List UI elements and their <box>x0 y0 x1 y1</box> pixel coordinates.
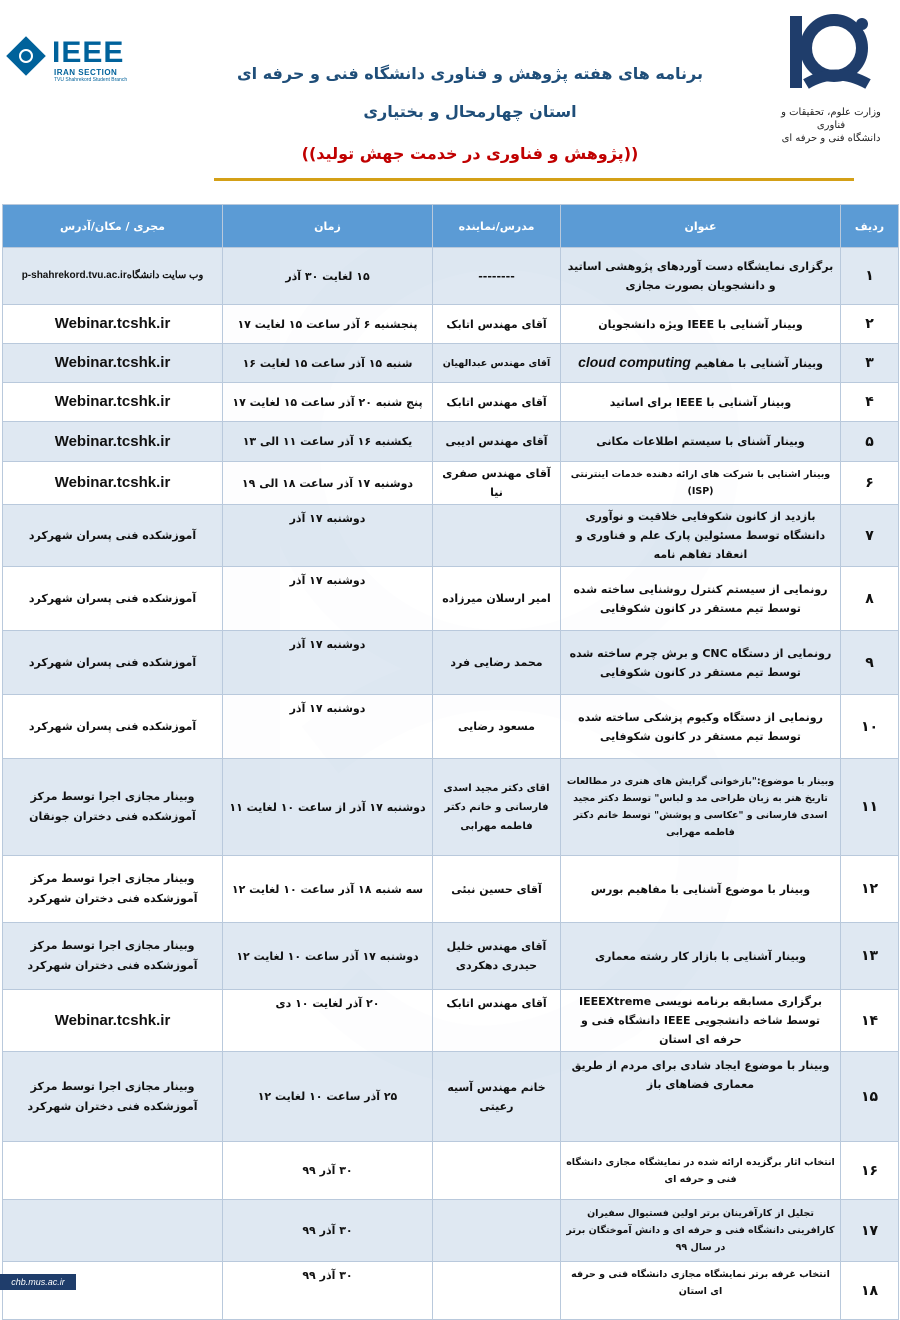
row-time: دوشنبه ۱۷ آذر <box>223 505 433 567</box>
table-row <box>3 990 899 1052</box>
row-title: وبینار آشنایی با IEEE ویژه دانشجویان <box>561 305 841 344</box>
row-no: ۱۳ <box>841 923 899 990</box>
header-title: عنوان <box>561 205 841 248</box>
row-time: دوشنبه ۱۷ آذر از ساعت ۱۰ لغایت ۱۱ <box>223 759 433 856</box>
row-title: وبینار با موضوع ایجاد شادی برای مردم از طریق معماری فضاهای باز <box>561 1052 841 1142</box>
table-row <box>3 383 899 422</box>
row-no: ۱۸ <box>841 1262 899 1320</box>
ministry-text <box>776 106 886 145</box>
row-venue: وبینار مجازی اجرا توسط مرکز آموزشکده فنی دختران شهرکرد <box>3 1052 223 1142</box>
row-title: وبینار اشنایی با شرکت های ارائه دهنده خدمات اینترنتی (ISP) <box>561 462 841 505</box>
row-title: برگزاری نمایشگاه دست آوردهای پژوهشی اساتید و دانشجویان بصورت مجازی <box>561 248 841 305</box>
row-teacher: خانم مهندس آسیه رعیتی <box>433 1052 561 1142</box>
row-title <box>561 344 841 383</box>
table-row <box>3 631 899 695</box>
row-title: بازدید از کانون شکوفایی خلاقیت و نوآوری دانشگاه توسط مسئولین پارک علم و فناوری و انعقاد تفاهم نامه <box>561 505 841 567</box>
table-row <box>3 759 899 856</box>
table-row <box>3 422 899 462</box>
row-teacher: محمد رضایی فرد <box>433 631 561 695</box>
table-row <box>3 505 899 567</box>
program-table <box>2 204 899 1320</box>
row-no: ۱۲ <box>841 856 899 923</box>
row-venue <box>3 1200 223 1262</box>
row-teacher: آقای مهندس اتابک <box>433 305 561 344</box>
row-time: دوشنبه ۱۷ آذر ساعت ۱۸ الی ۱۹ <box>223 462 433 505</box>
row-time: ۲۵ آذر ساعت ۱۰ لغایت ۱۲ <box>223 1052 433 1142</box>
row-title: وبینار با موضوع آشنایی با مفاهیم بورس <box>561 856 841 923</box>
title-divider <box>214 178 854 181</box>
row-title: تجلیل از کارآفرینان برتر اولین فستیوال سفیران کارافرینی دانشگاه فنی و حرفه ای و دانش آموختگان برتر در سال ۹۹ <box>561 1200 841 1262</box>
row-title: انتخاب غرفه برتر نمایشگاه مجازی دانشگاه فنی و حرفه ای استان <box>561 1262 841 1320</box>
row-no: ۶ <box>841 462 899 505</box>
row-time: یکشنبه ۱۶ آذر ساعت ۱۱ الی ۱۳ <box>223 422 433 462</box>
row-teacher: آقای مهندس اتابک <box>433 990 561 1052</box>
row-venue: وبینار مجازی اجرا توسط مرکز آموزشکده فنی دختران جونقان <box>3 759 223 856</box>
row-time: دوشنبه ۱۷ آذر <box>223 567 433 631</box>
row-venue <box>3 1262 223 1320</box>
row-venue <box>3 1142 223 1200</box>
row-no: ۱۷ <box>841 1200 899 1262</box>
row-title: وبینار آشنایی با بازار کار رشته معماری <box>561 923 841 990</box>
row-venue: Webinar.tcshk.ir <box>3 422 223 462</box>
row-time: ۳۰ آذر ۹۹ <box>223 1142 433 1200</box>
row-teacher: امیر ارسلان میرزاده <box>433 567 561 631</box>
row-teacher: -------- <box>433 248 561 305</box>
row-time: سه شنبه ۱۸ آذر ساعت ۱۰ لغایت ۱۲ <box>223 856 433 923</box>
row-no: ۱ <box>841 248 899 305</box>
ieee-logo <box>8 36 138 84</box>
table-row <box>3 1052 899 1142</box>
table-row <box>3 248 899 305</box>
ieee-word: IEEE <box>52 36 125 69</box>
row-venue: آموزشکده فنی پسران شهرکرد <box>3 505 223 567</box>
page-subtitle: استان چهارمحال و بختیاری <box>363 102 577 121</box>
row-teacher: آقای مهندس ادیبی <box>433 422 561 462</box>
row-no: ۱۶ <box>841 1142 899 1200</box>
row-time: دوشنبه ۱۷ آذر ساعت ۱۰ لغایت ۱۲ <box>223 923 433 990</box>
ministry-line-2: دانشگاه فنی و حرفه ای <box>781 133 881 144</box>
row-title: وبینار آشنای با سیستم اطلاعات مکانی <box>561 422 841 462</box>
row-title: رونمایی از دستگاه CNC و برش چرم ساخته شده توسط تیم مستقر در کانون شکوفایی <box>561 631 841 695</box>
row-no: ۲ <box>841 305 899 344</box>
table-row <box>3 344 899 383</box>
row-teacher <box>433 1200 561 1262</box>
table-row <box>3 305 899 344</box>
row-venue: وب سایت دانشگاهp-shahrekord.tvu.ac.ir <box>3 248 223 305</box>
row-title-text: وبینار آشنایی با مفاهیم <box>694 357 823 370</box>
ieee-section: IRAN SECTION <box>54 68 118 77</box>
table-row <box>3 1200 899 1262</box>
header-venue: مجری / مکان/آدرس <box>3 205 223 248</box>
row-no: ۴ <box>841 383 899 422</box>
table-row <box>3 462 899 505</box>
row-venue: Webinar.tcshk.ir <box>3 990 223 1052</box>
row-time: دوشنبه ۱۷ آذر <box>223 631 433 695</box>
row-time: ۳۰ آذر ۹۹ <box>223 1200 433 1262</box>
table-row <box>3 1142 899 1200</box>
header-teacher: مدرس/نماینده <box>433 205 561 248</box>
row-no: ۸ <box>841 567 899 631</box>
page-title: برنامه های هفته پژوهش و فناوری دانشگاه فنی و حرفه ای <box>237 64 703 83</box>
row-title: انتخاب اثار برگزیده ارائه شده در نمایشگاه مجازی دانشگاه فنی و حرفه ای <box>561 1142 841 1200</box>
row-title: برگزاری مسابقه برنامه نویسی IEEEXtreme توسط شاخه دانشجویی IEEE دانشگاه فنی و حرفه ای استان <box>561 990 841 1052</box>
table-row <box>3 923 899 990</box>
row-teacher: آقای مهندس صفری نیا <box>433 462 561 505</box>
table-row <box>3 1262 899 1320</box>
row-teacher <box>433 1262 561 1320</box>
table-row <box>3 695 899 759</box>
row-title-cloud: cloud computing <box>578 354 691 370</box>
row-no: ۱۰ <box>841 695 899 759</box>
row-title: رونمایی از سیستم کنترل روشنایی ساخته شده توسط تیم مستقر در کانون شکوفایی <box>561 567 841 631</box>
row-time: پنج شنبه ۲۰ آذر ساعت ۱۵ لغایت ۱۷ <box>223 383 433 422</box>
row-venue: وبینار مجازی اجرا توسط مرکز آموزشکده فنی دختران شهرکرد <box>3 856 223 923</box>
table-row <box>3 567 899 631</box>
slogan: ((پژوهش و فناوری در خدمت جهش تولید)) <box>301 144 639 163</box>
row-teacher: آقای مهندس اتابک <box>433 383 561 422</box>
row-no: ۱۴ <box>841 990 899 1052</box>
row-teacher: مسعود رضایی <box>433 695 561 759</box>
row-no: ۹ <box>841 631 899 695</box>
row-venue: Webinar.tcshk.ir <box>3 344 223 383</box>
ieee-ring-icon <box>19 49 33 63</box>
row-teacher: آقای حسین نبئی <box>433 856 561 923</box>
row-time: دوشنبه ۱۷ آذر <box>223 695 433 759</box>
row-venue: Webinar.tcshk.ir <box>3 462 223 505</box>
table-header-row <box>3 205 899 248</box>
source-tag: chb.mus.ac.ir <box>0 1274 76 1290</box>
row-venue: Webinar.tcshk.ir <box>3 383 223 422</box>
row-no: ۳ <box>841 344 899 383</box>
row-time: پنجشنبه ۶ آذر ساعت ۱۵ لغایت ۱۷ <box>223 305 433 344</box>
row-time: شنبه ۱۵ آذر ساعت ۱۵ لغایت ۱۶ <box>223 344 433 383</box>
row-teacher <box>433 1142 561 1200</box>
row-no: ۱۵ <box>841 1052 899 1142</box>
row-time: ۱۵ لغایت ۳۰ آذر <box>223 248 433 305</box>
row-venue: آموزشکده فنی پسران شهرکرد <box>3 567 223 631</box>
ministry-line-1: وزارت علوم، تحقیقات و فناوری <box>781 107 881 131</box>
row-venue: Webinar.tcshk.ir <box>3 305 223 344</box>
header-no: ردیف <box>841 205 899 248</box>
row-teacher <box>433 505 561 567</box>
row-title: وبینار آشنایی با IEEE برای اساتید <box>561 383 841 422</box>
row-teacher: اقای دکتر مجید اسدی فارسانی و خانم دکتر فاطمه مهرابی <box>433 759 561 856</box>
row-time: ۲۰ آذر لغایت ۱۰ دی <box>223 990 433 1052</box>
row-teacher: آقای مهندس عبدالهیان <box>433 344 561 383</box>
header-time: زمان <box>223 205 433 248</box>
ieee-branch: TVU Shahrekord Student Branch <box>54 77 128 83</box>
row-venue: وبینار مجازی اجرا توسط مرکز آموزشکده فنی دختران شهرکرد <box>3 923 223 990</box>
row-title: وبینار با موضوع:"بازخوانی گرایش های هنری در مطالعات تاریخ هنر به زبان طراحی مد و لباس" توسط دکتر مجید اسدی فارسانی و "عکاسی و پوشش" توسط خانم دکتر فاطمه مهرابی <box>561 759 841 856</box>
table-row <box>3 856 899 923</box>
row-teacher: آقای مهندس خلیل حیدری دهکردی <box>433 923 561 990</box>
row-venue: آموزشکده فنی پسران شهرکرد <box>3 695 223 759</box>
row-no: ۷ <box>841 505 899 567</box>
row-venue: آموزشکده فنی پسران شهرکرد <box>3 631 223 695</box>
row-title: رونمایی از دستگاه وکیوم پزشکی ساخته شده توسط تیم مستقر در کانون شکوفایی <box>561 695 841 759</box>
row-no: ۵ <box>841 422 899 462</box>
row-no: ۱۱ <box>841 759 899 856</box>
row-time: ۳۰ آذر ۹۹ <box>223 1262 433 1320</box>
